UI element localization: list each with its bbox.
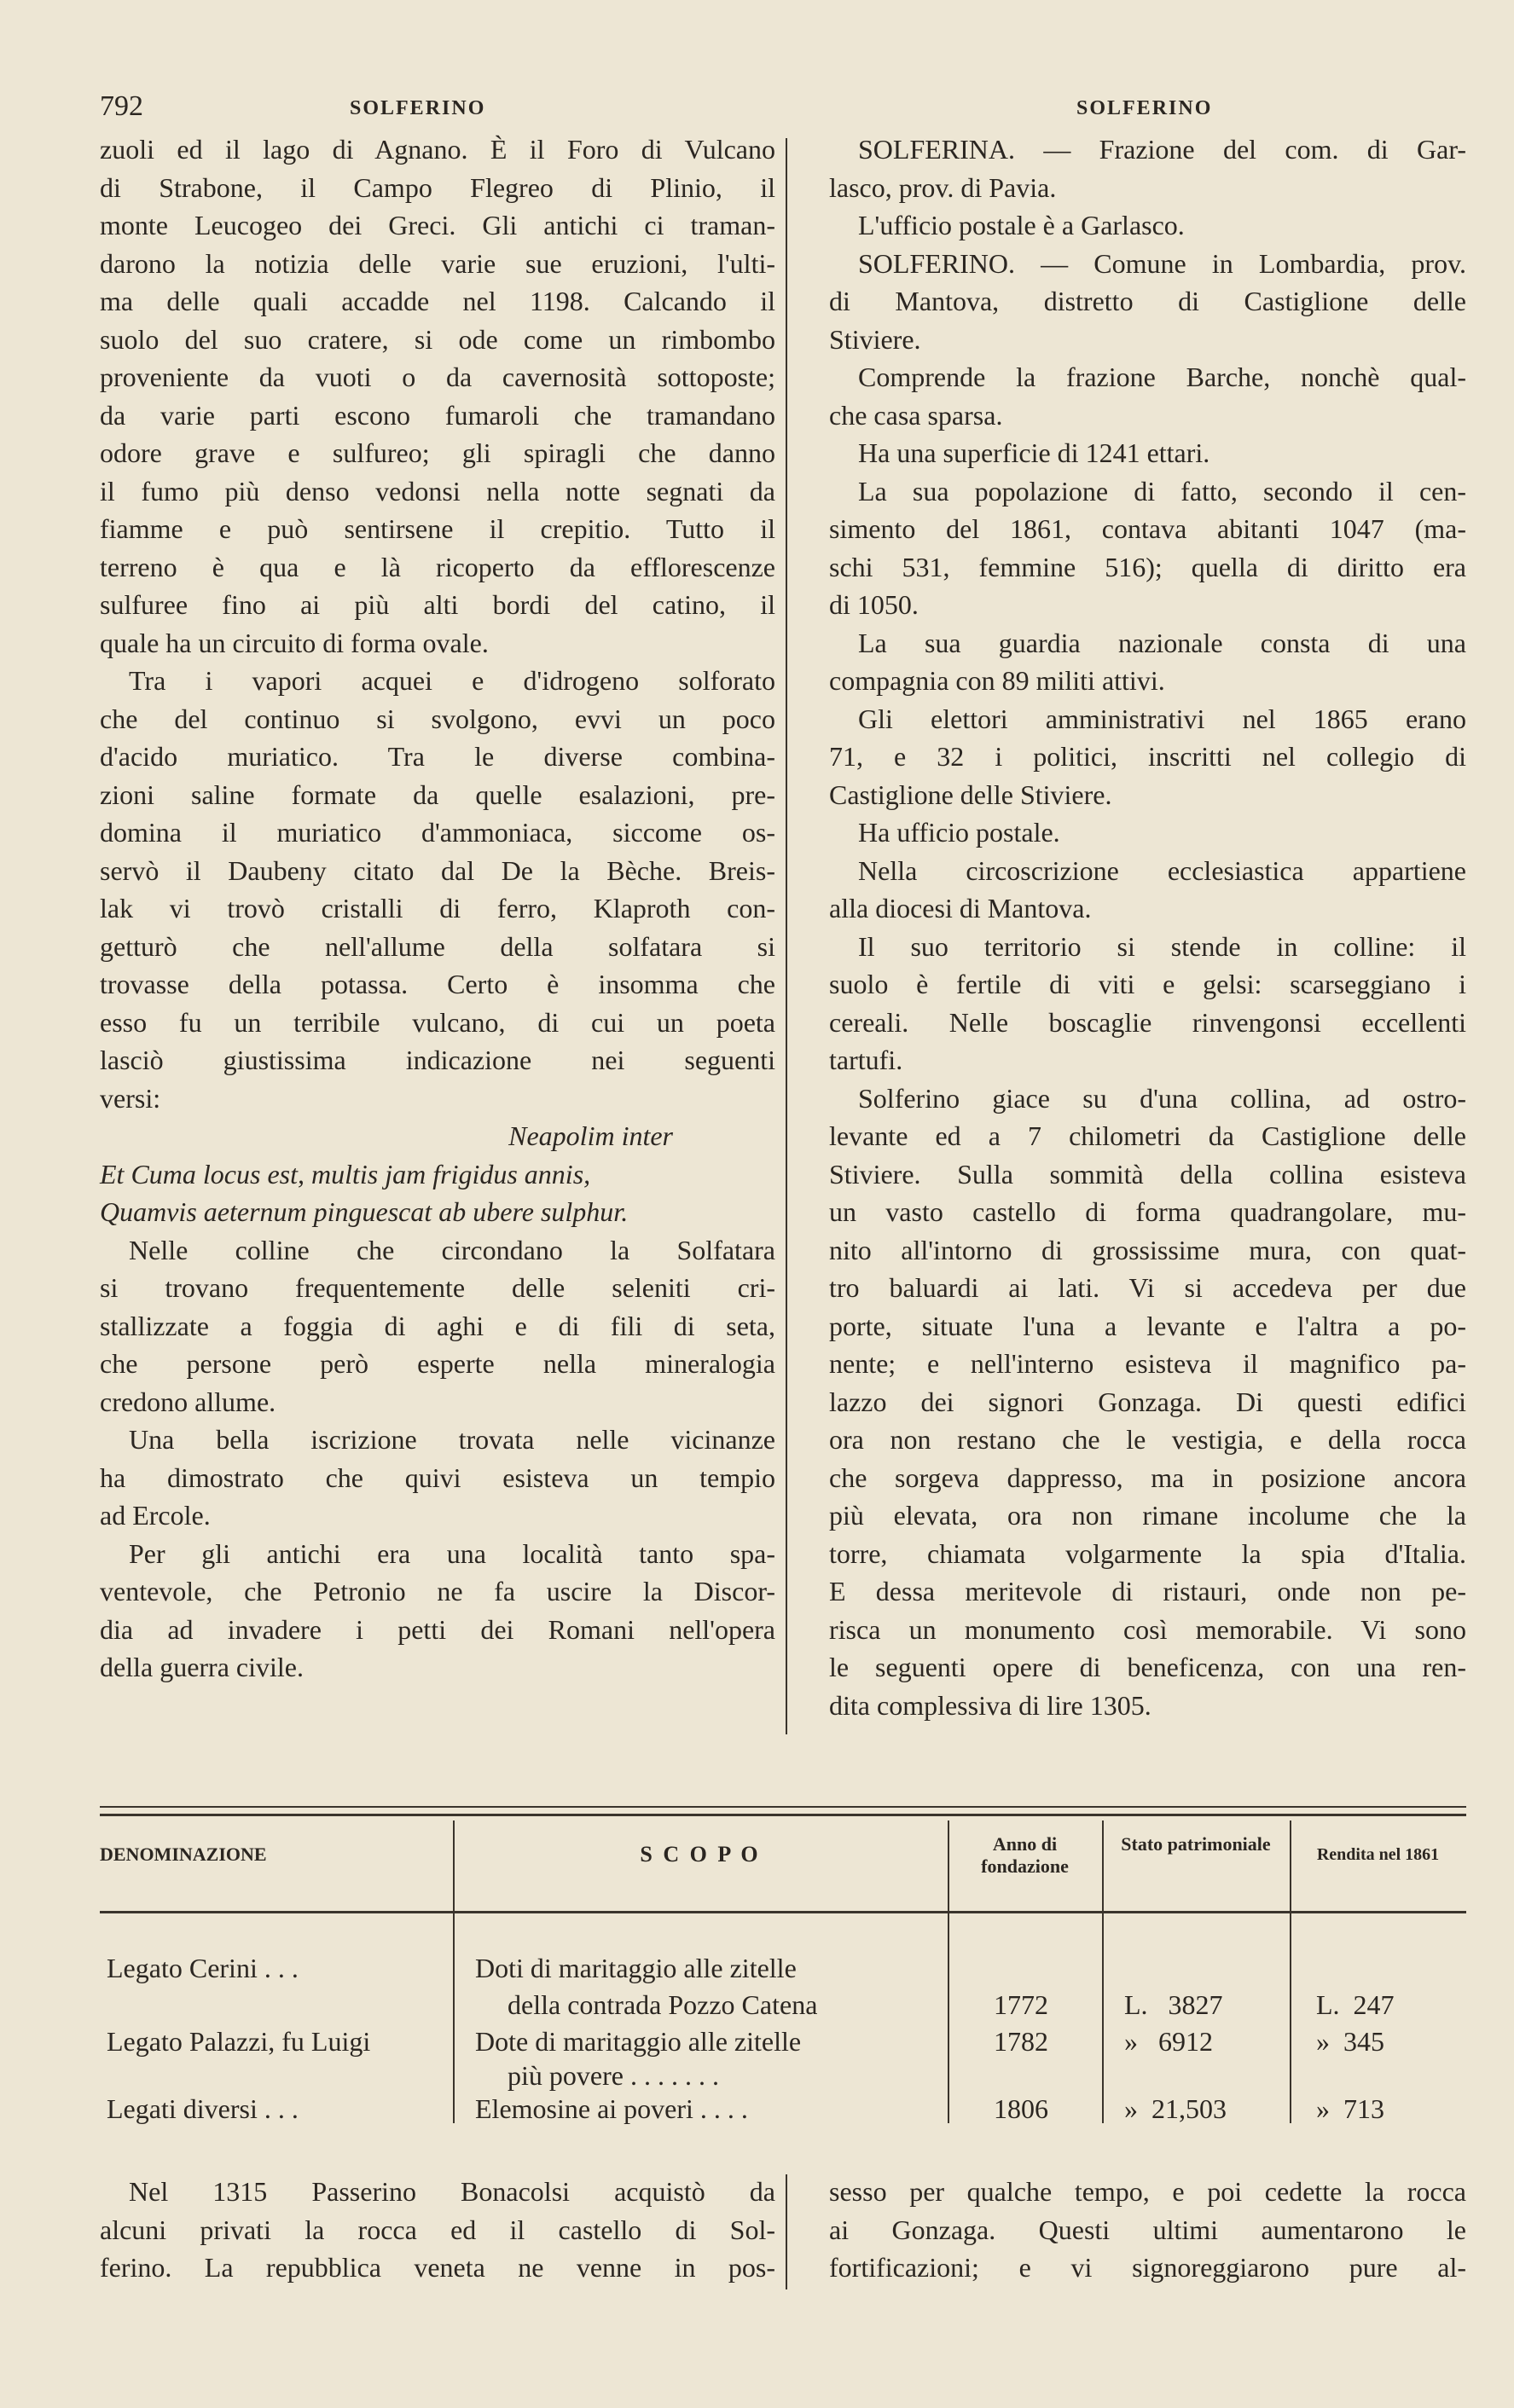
text-line: Gli elettori amministrativi nel 1865 erano: [858, 703, 1466, 734]
row-name: Legati diversi . . .: [107, 2093, 299, 2124]
running-title-right: SOLFERINO: [1076, 97, 1213, 119]
text-line: stallizzate a foggia di aghi e di fili di seta,: [100, 1310, 775, 1341]
row-name: Legato Cerini . . .: [107, 1953, 299, 1983]
text-line: Castiglione delle Stiviere.: [829, 779, 1112, 810]
running-title-left: SOLFERINO: [350, 97, 486, 119]
text-line: che casa sparsa.: [829, 399, 1003, 431]
text-line: L'ufficio postale è a Garlasco.: [858, 210, 1185, 240]
th-anno: Anno di fondazione: [981, 1833, 1069, 1877]
text-line: da varie parti escono fumaroli che tramandano: [100, 399, 775, 431]
text-line: nito all'intorno di grossissime mura, con quat-: [829, 1234, 1466, 1265]
bottom-right-column: [829, 2173, 1466, 2287]
text-line: esso fu un terribile vulcano, di cui un poeta: [100, 1006, 775, 1038]
table-col-divider: [1290, 1820, 1291, 2123]
row-income: » 345: [1316, 2026, 1384, 2057]
page-number: 792: [100, 90, 143, 122]
text-line: Quamvis aeternum pinguescat ab ubere sulphur.: [100, 1196, 629, 1227]
text-line: lazzo dei signori Gonzaga. Di questi edifici: [829, 1386, 1466, 1417]
bottom-left-column: [100, 2173, 775, 2287]
text-line: un vasto castello di forma quadrangolare, mu-: [829, 1196, 1466, 1227]
table-col-divider: [1102, 1820, 1104, 2123]
text-line: più elevata, ora non rimane incolume che la: [829, 1500, 1466, 1531]
text-line: suolo è fertile di viti e gelsi: scarseggiano i: [829, 969, 1466, 999]
text-line: SOLFERINO. — Comune in Lombardia, prov.: [858, 247, 1466, 279]
text-line: levante ed a 7 chilometri da Castiglione delle: [829, 1120, 1466, 1151]
text-line: Comprende la frazione Barche, nonchè qual-: [858, 362, 1466, 392]
text-line: Una bella iscrizione trovata nelle vicinanze: [129, 1424, 775, 1455]
text-line: alcuni privati la rocca ed il castello di Sol-: [100, 2214, 775, 2245]
row-scope: più povere . . . . . . .: [508, 2060, 719, 2091]
column-divider-bottom: [786, 2174, 787, 2289]
right-column: [829, 130, 1466, 1724]
text-line: risca un monumento così memorabile. Vi sono: [829, 1613, 1466, 1645]
left-column: [100, 130, 775, 1687]
text-line: lasciò giustissima indicazione nei seguenti: [100, 1045, 775, 1075]
row-year: 1806: [994, 2093, 1048, 2124]
text-line: dia ad invadere i petti dei Romani nell'opera: [100, 1613, 775, 1645]
text-line: terreno è qua e là ricoperto da efflorescenze: [100, 551, 775, 582]
text-line: fiamme e può sentirsene il crepitio. Tutto il: [100, 513, 775, 544]
row-year: 1772: [994, 1989, 1048, 2020]
row-patrimony: L. 3827: [1124, 1989, 1223, 2020]
row-patrimony: » 21,503: [1124, 2093, 1227, 2124]
text-line: Il suo territorio si stende in colline: il: [858, 930, 1466, 962]
text-line: proveniente da vuoti o da cavernosità sottoposte;: [100, 362, 775, 392]
text-line: Tra i vapori acquei e d'idrogeno solforato: [129, 665, 775, 696]
text-line: di Mantova, distretto di Castiglione delle: [829, 286, 1466, 316]
text-line: ai Gonzaga. Questi ultimi aumentarono le: [829, 2214, 1466, 2245]
text-line: schi 531, femmine 516); quella di diritto era: [829, 551, 1466, 582]
text-line: Nella circoscrizione ecclesiastica appartiene: [858, 854, 1466, 886]
text-line: Solferino giace su d'una collina, ad ostro-: [858, 1082, 1466, 1114]
text-line: Ha ufficio postale.: [858, 817, 1060, 848]
text-line: che persone però esperte nella mineralogia: [100, 1348, 775, 1379]
text-line: sesso per qualche tempo, e poi cedette la rocca: [829, 2176, 1466, 2207]
text-line: dita complessiva di lire 1305.: [829, 1689, 1151, 1721]
text-line: Ha una superficie di 1241 ettari.: [858, 437, 1210, 468]
text-line: ferino. La repubblica veneta ne venne in pos-: [100, 2252, 775, 2283]
text-line: getturò che nell'allume della solfatara si: [100, 930, 775, 962]
text-line: ma delle quali accadde nel 1198. Calcando il: [100, 286, 775, 316]
text-line: suolo del suo cratere, si ode come un rimbombo: [100, 323, 775, 355]
text-line: zuoli ed il lago di Agnano. È il Foro di Vulcano: [100, 134, 775, 165]
text-line: tartufi.: [829, 1045, 903, 1075]
text-line: zioni saline formate da quelle esalazioni, pre-: [100, 779, 775, 810]
text-line: E dessa meritevole di ristauri, onde non pe-: [829, 1576, 1466, 1606]
text-line: monte Leucogeo dei Greci. Gli antichi ci traman-: [100, 210, 775, 240]
text-line: lasco, prov. di Pavia.: [829, 171, 1057, 203]
table-rule-top-2: [100, 1814, 1466, 1816]
text-line: Neapolim inter: [508, 1120, 673, 1151]
text-line: il fumo più denso vedonsi nella notte segnati da: [100, 475, 775, 506]
text-line: d'acido muriatico. Tra le diverse combina-: [100, 741, 775, 772]
th-stato: Stato patrimoniale: [1121, 1833, 1271, 1855]
text-line: quale ha un circuito di forma ovale.: [100, 627, 489, 658]
text-line: che sorgeva dappresso, ma in posizione ancora: [829, 1462, 1466, 1493]
text-line: SOLFERINA. — Frazione del com. di Gar-: [858, 134, 1466, 165]
text-line: Stiviere.: [829, 323, 921, 355]
text-line: alla diocesi di Mantova.: [829, 893, 1092, 923]
text-line: ventevole, che Petronio ne fa uscire la Discor-: [100, 1576, 775, 1606]
text-line: trovasse della potassa. Certo è insomma che: [100, 969, 775, 999]
text-line: fortificazioni; e vi signoreggiarono pure al-: [829, 2252, 1466, 2283]
text-line: sulfuree fino ai più alti bordi del catino, il: [100, 589, 775, 620]
text-line: La sua guardia nazionale consta di una: [858, 627, 1466, 658]
text-line: Nelle colline che circondano la Solfatara: [129, 1234, 775, 1265]
text-line: La sua popolazione di fatto, secondo il cen-: [858, 475, 1466, 506]
text-line: cereali. Nelle boscaglie rinvengonsi eccellenti: [829, 1006, 1466, 1038]
th-denominazione: DENOMINAZIONE: [100, 1844, 267, 1865]
text-line: Per gli antichi era una località tanto spa-: [129, 1537, 775, 1569]
text-line: di 1050.: [829, 589, 919, 620]
row-income: » 713: [1316, 2093, 1384, 2124]
text-line: compagnia con 89 militi attivi.: [829, 665, 1165, 696]
text-line: Nel 1315 Passerino Bonacolsi acquistò da: [129, 2176, 775, 2207]
text-line: di Strabone, il Campo Flegreo di Plinio, il: [100, 171, 775, 203]
text-line: 71, e 32 i politici, inscritti nel collegio di: [829, 741, 1466, 772]
text-line: tro baluardi ai lati. Vi si accedeva per due: [829, 1272, 1466, 1303]
text-line: che del continuo si svolgono, evvi un poco: [100, 703, 775, 734]
text-line: lak vi trovò cristalli di ferro, Klaproth con-: [100, 893, 775, 923]
text-line: porte, situate l'una a levante e l'altra a po-: [829, 1310, 1466, 1341]
text-line: simento del 1861, contava abitanti 1047 (ma-: [829, 513, 1466, 544]
table-col-divider: [453, 1820, 455, 2123]
text-line: ad Ercole.: [100, 1500, 211, 1531]
text-line: darono la notizia delle varie sue eruzioni, l'ulti-: [100, 247, 775, 279]
row-scope: della contrada Pozzo Catena: [508, 1989, 818, 2020]
text-line: torre, chiamata volgarmente la spia d'Italia.: [829, 1537, 1466, 1569]
text-line: versi:: [100, 1082, 161, 1114]
column-divider: [786, 138, 787, 1734]
text-line: Et Cuma locus est, multis jam frigidus annis,: [100, 1158, 591, 1190]
text-line: nente; e nell'interno esisteva il magnifico pa-: [829, 1348, 1466, 1379]
text-line: ora non restano che le vestigia, e della rocca: [829, 1424, 1466, 1455]
row-scope: Doti di maritaggio alle zitelle: [475, 1953, 797, 1983]
th-scopo: S C O P O: [640, 1842, 761, 1867]
text-line: le seguenti opere di beneficenza, con una ren-: [829, 1652, 1466, 1682]
row-year: 1782: [994, 2026, 1048, 2057]
text-line: domina il muriatico d'ammoniaca, siccome os-: [100, 817, 775, 848]
row-income: L. 247: [1316, 1989, 1395, 2020]
text-line: si trovano frequentemente delle seleniti cri-: [100, 1272, 775, 1303]
text-line: della guerra civile.: [100, 1652, 304, 1682]
text-line: credono allume.: [100, 1386, 276, 1417]
th-rendita: Rendita nel 1861: [1316, 1845, 1440, 1864]
row-name: Legato Palazzi, fu Luigi: [107, 2026, 371, 2057]
row-scope: Dote di maritaggio alle zitelle: [475, 2026, 802, 2057]
text-line: ha dimostrato che quivi esisteva un tempio: [100, 1462, 775, 1493]
row-patrimony: » 6912: [1124, 2026, 1213, 2057]
text-line: Stiviere. Sulla sommità della collina esisteva: [829, 1158, 1466, 1190]
text-line: servò il Daubeny citato dal De la Bèche. Breis-: [100, 854, 775, 886]
text-line: odore grave e sulfureo; gli spiragli che danno: [100, 437, 775, 468]
table-rule-top: [100, 1806, 1466, 1808]
table-rule-header: [100, 1911, 1466, 1913]
row-scope: Elemosine ai poveri . . . .: [475, 2093, 748, 2124]
